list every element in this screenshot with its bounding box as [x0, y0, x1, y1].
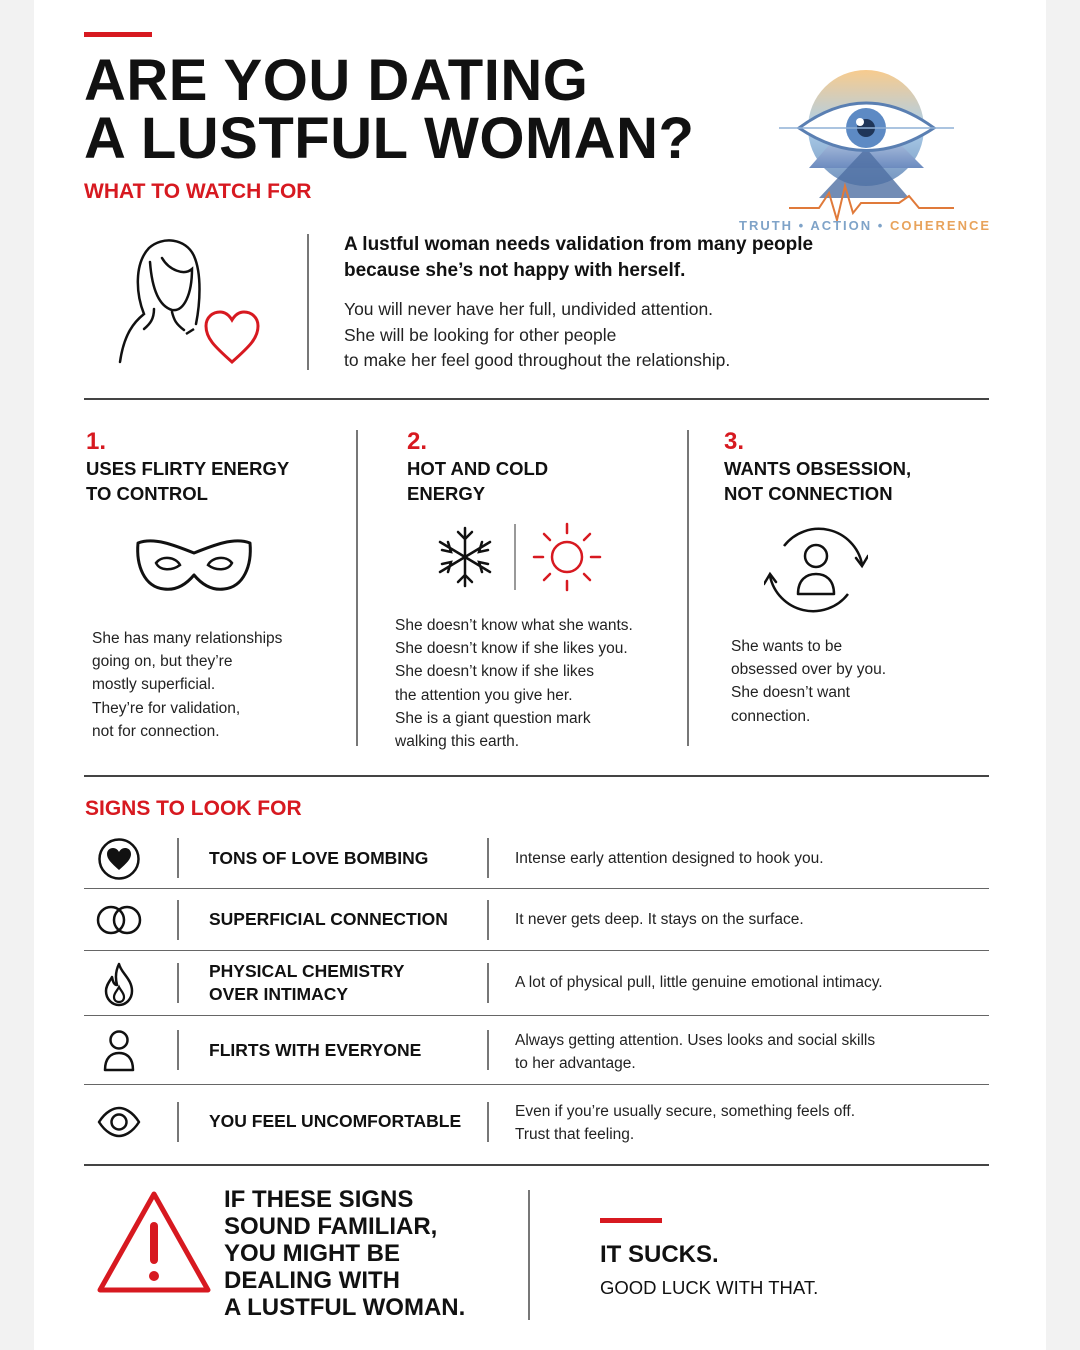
- flame-icon: [102, 961, 136, 1007]
- page-subtitle: WHAT TO WATCH FOR: [84, 180, 312, 203]
- mask-icon: [134, 535, 254, 595]
- point-3-title-line-2: NOT CONNECTION: [724, 483, 893, 504]
- point-1-title-line-2: TO CONTROL: [86, 483, 208, 504]
- point-2-title-line-2: ENERGY: [407, 483, 486, 504]
- eye-icon: [96, 1105, 142, 1139]
- point-3-title-line-1: WANTS OBSESSION,: [724, 458, 912, 479]
- sign-divider: [487, 1102, 489, 1142]
- sun-icon: [534, 524, 600, 590]
- title-line-1: ARE YOU DATING: [84, 48, 589, 113]
- sign-label-line-2: OVER INTIMACY: [209, 984, 349, 1004]
- warning-message: [224, 1186, 465, 1321]
- point-3-line: obsessed over by you.: [731, 661, 887, 679]
- signs-title: SIGNS TO LOOK FOR: [85, 797, 302, 820]
- point-1-line: not for connection.: [92, 722, 220, 740]
- point-1-line: going on, but they’re: [92, 653, 233, 671]
- warning-triangle-icon: [96, 1188, 212, 1296]
- column-divider-2: [687, 430, 689, 746]
- sign-row-divider: [84, 888, 989, 889]
- person-cycle-icon: [764, 518, 868, 622]
- warning-line: SOUND FAMILIAR,: [224, 1213, 438, 1240]
- point-2-line: the attention you give her.: [395, 686, 573, 704]
- header-accent-bar: [84, 32, 152, 37]
- intro-body-text: [344, 297, 730, 374]
- point-3-body: [731, 635, 886, 728]
- point-2-line: She is a giant question mark: [395, 709, 591, 727]
- logo-tagline: [739, 218, 991, 233]
- sign-row-divider: [84, 1084, 989, 1085]
- warning-line: A LUSTFUL WOMAN.: [224, 1294, 466, 1321]
- point-3-line: She wants to be: [731, 638, 843, 655]
- sign-label: FLIRTS WITH EVERYONE: [209, 1040, 422, 1060]
- sign-row-divider: [84, 1015, 989, 1016]
- logo-tagline-left: TRUTH • ACTION •: [739, 218, 885, 233]
- intro-bold-text: [344, 232, 813, 284]
- sign-divider: [177, 963, 179, 1003]
- sign-label: [209, 960, 404, 1006]
- sign-divider: [487, 963, 489, 1003]
- page-title: [84, 48, 695, 171]
- point-1-line: They’re for validation,: [92, 699, 241, 717]
- point-2-line: walking this earth.: [395, 733, 520, 751]
- sign-divider: [177, 1102, 179, 1142]
- sign-label-line-1: PHYSICAL CHEMISTRY: [209, 961, 405, 981]
- sign-divider: [177, 900, 179, 940]
- woman-heart-icon: [114, 234, 264, 369]
- section-divider-3: [84, 1164, 989, 1166]
- sign-description: [515, 1029, 875, 1075]
- point-1-title: [86, 456, 289, 506]
- point-2-number: 2.: [407, 428, 428, 455]
- point-2-line: She doesn’t know what she wants.: [395, 617, 633, 634]
- warning-line: YOU MIGHT BE: [224, 1240, 401, 1267]
- eye-mountain-logo: [759, 58, 974, 238]
- intro-bold-line-2: because she’s not happy with herself.: [344, 260, 686, 281]
- sign-divider: [177, 838, 179, 878]
- closing-headline: IT SUCKS.: [600, 1241, 719, 1268]
- sign-description: A lot of physical pull, little genuine emotional intimacy.: [515, 974, 883, 991]
- sign-divider: [177, 1030, 179, 1070]
- footer-divider: [528, 1190, 530, 1320]
- point-2-title: [407, 456, 548, 506]
- warning-line: IF THESE SIGNS: [224, 1186, 414, 1213]
- section-divider-2: [84, 775, 989, 777]
- person-icon: [102, 1029, 136, 1073]
- sign-divider: [487, 838, 489, 878]
- sign-label: SUPERFICIAL CONNECTION: [209, 909, 448, 929]
- point-1-number: 1.: [86, 428, 107, 455]
- sign-description-line-2: to her advantage.: [515, 1055, 636, 1072]
- warning-line: DEALING WITH: [224, 1267, 400, 1294]
- sign-description: [515, 1100, 855, 1146]
- logo-tagline-right: COHERENCE: [889, 218, 992, 233]
- point-3-line: connection.: [731, 707, 811, 725]
- intro-bold-line-1: A lustful woman needs validation from many people: [344, 234, 814, 255]
- sign-description-line-1: Always getting attention. Uses looks and social skills: [515, 1032, 876, 1049]
- point-2-title-line-1: HOT AND COLD: [407, 458, 549, 479]
- closing-subline: GOOD LUCK WITH THAT.: [600, 1277, 819, 1298]
- snowflake-sun-icon: [432, 520, 607, 595]
- point-3-number: 3.: [724, 428, 745, 455]
- title-line-2: A LUSTFUL WOMAN?: [84, 106, 695, 171]
- intro-body-line-3: to make her feel good throughout the relationship.: [344, 350, 731, 370]
- intro-body-line-1: You will never have her full, undivided attention.: [344, 299, 714, 319]
- sign-divider: [487, 1030, 489, 1070]
- point-1-title-line-1: USES FLIRTY ENERGY: [86, 458, 290, 479]
- sign-divider: [487, 900, 489, 940]
- column-divider-1: [356, 430, 358, 746]
- sign-description-line-1: Even if you’re usually secure, something feels off.: [515, 1103, 856, 1120]
- infographic-page: [34, 0, 1046, 1350]
- intro-divider: [307, 234, 309, 370]
- intro-body-line-2: She will be looking for other people: [344, 324, 617, 345]
- footer-accent-bar: [600, 1218, 662, 1223]
- point-2-body: [395, 614, 633, 753]
- sign-description-line-2: Trust that feeling.: [515, 1126, 635, 1143]
- sign-row-divider: [84, 950, 989, 951]
- point-3-title: [724, 456, 911, 506]
- sign-label: YOU FEEL UNCOMFORTABLE: [209, 1111, 462, 1131]
- rings-icon: [94, 904, 144, 936]
- heart-circle-icon: [97, 837, 141, 881]
- point-1-body: [92, 627, 282, 743]
- point-2-line: She doesn’t know if she likes: [395, 663, 595, 681]
- point-3-line: She doesn’t want: [731, 684, 850, 702]
- point-1-line: mostly superficial.: [92, 676, 216, 694]
- section-divider-1: [84, 398, 989, 400]
- sign-label: TONS OF LOVE BOMBING: [209, 848, 429, 868]
- point-1-line: She has many relationships: [92, 630, 283, 647]
- sign-description: Intense early attention designed to hook you.: [515, 850, 824, 867]
- point-2-line: She doesn’t know if she likes you.: [395, 640, 628, 658]
- snowflake-icon: [440, 528, 490, 586]
- sign-description: It never gets deep. It stays on the surface.: [515, 911, 804, 928]
